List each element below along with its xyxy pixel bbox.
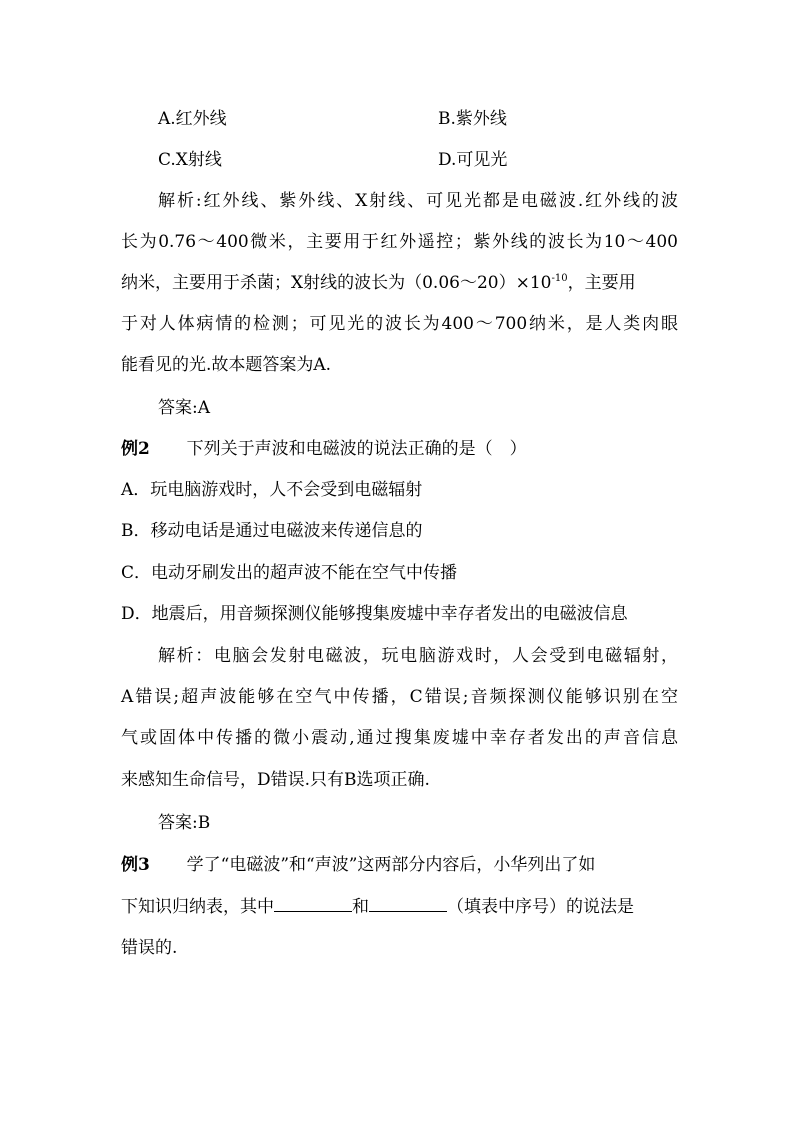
- option-c: C.X射线: [158, 150, 222, 170]
- analysis1-line1: 解析:红外线、紫外线、X射线、可见光都是电磁波.红外线的波: [158, 191, 678, 211]
- option-d: D.可见光: [438, 150, 508, 170]
- example3-line2: [121, 895, 634, 918]
- analysis1-line3-tail: ，主要用: [567, 273, 636, 293]
- answer1: 答案:A: [158, 398, 211, 418]
- example3-line2-and: 和: [352, 897, 369, 917]
- example3-label: 例3: [121, 855, 150, 875]
- option-a: A.红外线: [158, 109, 227, 129]
- fill-blank-1[interactable]: [274, 895, 352, 912]
- example2-label: 例2: [121, 439, 150, 459]
- analysis2-line2: A错误;超声波能够在空气中传播，C错误;音频探测仪能够识别在空: [121, 687, 678, 707]
- example2-option-d: D．地震后，用音频探测仪能够搜集废墟中幸存者发出的电磁波信息: [121, 604, 628, 624]
- example3-line3: 错误的.: [121, 938, 178, 958]
- answer2: 答案:B: [158, 813, 211, 833]
- analysis1-line3-text: 纳米，主要用于杀菌；X射线的波长为（0.06～20）×10: [121, 273, 552, 293]
- example3-line2-end: （填表中序号）的说法是: [447, 897, 634, 917]
- example2-option-a: A．玩电脑游戏时，人不会受到电磁辐射: [121, 480, 423, 500]
- analysis1-line2: 长为0.76～400微米，主要用于红外遥控；紫外线的波长为10～400: [121, 232, 678, 252]
- analysis2-line1: 解析：电脑会发射电磁波，玩电脑游戏时，人会受到电磁辐射，: [158, 646, 678, 666]
- example3-line2-start: 下知识归纳表，其中: [121, 897, 274, 917]
- example2-question: 下列关于声波和电磁波的说法正确的是（ ）: [186, 439, 527, 459]
- analysis1-line4: 于对人体病情的检测；可见光的波长为400～700纳米，是人类肉眼: [121, 314, 678, 334]
- analysis1-line5: 能看见的光.故本题答案为A.: [121, 355, 332, 375]
- exponent: -10: [551, 273, 568, 284]
- example2-option-c: C．电动牙刷发出的超声波不能在空气中传播: [121, 563, 458, 583]
- example3-heading: [121, 854, 595, 876]
- analysis1-line3: [121, 272, 678, 297]
- example2-heading: [121, 438, 527, 460]
- example3-line1: 学了“电磁波”和“声波”这两部分内容后，小华列出了如: [186, 855, 596, 875]
- option-b: B.紫外线: [438, 109, 507, 129]
- analysis2-line3: 气或固体中传播的微小震动,通过搜集废墟中幸存者发出的声音信息: [121, 728, 678, 748]
- analysis2-line4: 来感知生命信号，D错误.只有B选项正确.: [121, 770, 430, 790]
- fill-blank-2[interactable]: [369, 895, 447, 912]
- example2-option-b: B．移动电话是通过电磁波来传递信息的: [121, 521, 423, 541]
